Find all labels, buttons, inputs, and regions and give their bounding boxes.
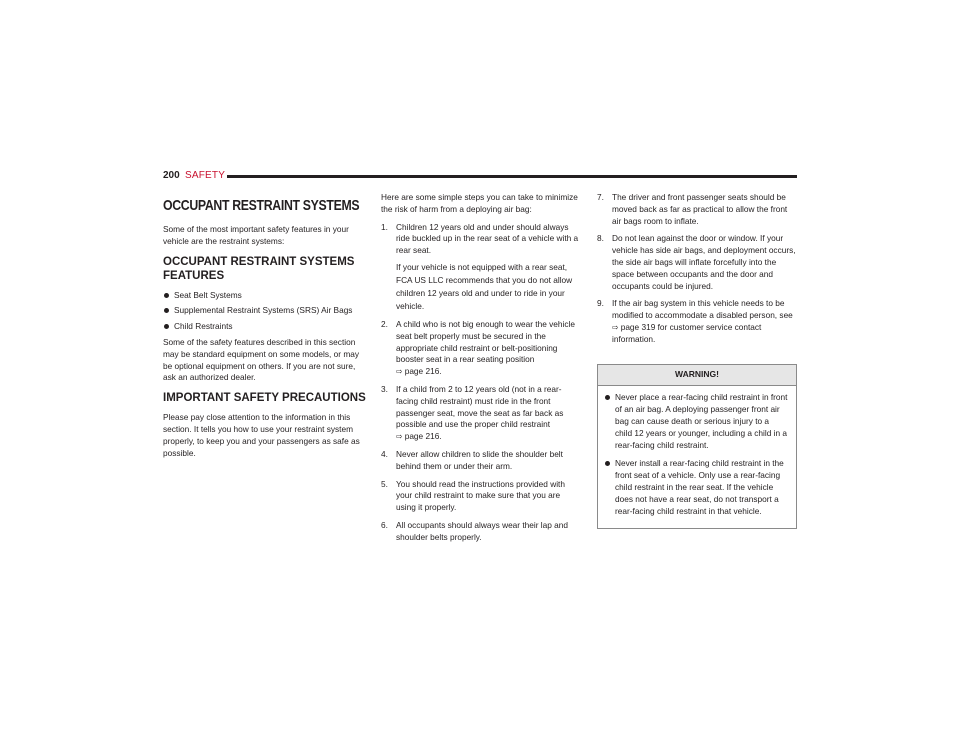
step-number: 5. — [381, 478, 388, 489]
list-item — [597, 298, 797, 345]
list-item — [381, 319, 581, 378]
step-text: If the air bag system in this vehicle needs to be modified to accommodate a disabled person, see — [612, 298, 793, 321]
features-list — [163, 290, 368, 333]
list-item — [381, 384, 581, 443]
page-reference-text: page 216. — [404, 366, 442, 377]
list-item: Supplemental Restraint Systems (SRS) Air Bags — [163, 305, 368, 317]
step-number: 2. — [381, 318, 388, 329]
step-text: You should read the instructions provided with your child restraint to make sure that you are using it properly. — [396, 478, 565, 513]
list-item — [597, 233, 797, 292]
list-item: Seat Belt Systems — [163, 290, 368, 302]
step-number: 9. — [597, 298, 604, 309]
step-number: 1. — [381, 221, 388, 232]
arrow-reference-icon: ⇨ — [396, 367, 403, 377]
list-item: Never place a rear-facing child restraint in front of an air bag. A deploying passenger front air bag can cause death or serious injury to a child 12 years or younger, including a child in a rear-facing child restraint. — [604, 392, 788, 451]
section-name: SAFETY — [185, 170, 226, 181]
list-item — [381, 449, 581, 473]
arrow-reference-icon: ⇨ — [396, 432, 403, 442]
step-note: If your vehicle is not equipped with a rear seat, FCA US LLC recommends that you do not allow children 12 years old and under to ride in your vehicle. — [396, 261, 573, 311]
header-rule — [227, 175, 797, 178]
page-number: 200 — [163, 170, 180, 181]
warning-list — [604, 392, 788, 517]
column-left — [163, 192, 368, 465]
precautions-heading: IMPORTANT SAFETY PRECAUTIONS — [163, 392, 366, 405]
list-item — [597, 192, 797, 227]
list-item — [381, 479, 581, 514]
step-text: All occupants should always wear their lap and shoulder belts properly. — [396, 519, 569, 542]
list-item: Never install a rear-facing child restraint in the front seat of a vehicle. Only use a rear-facing child restraint in the rear seat. If the vehicle does not have a rear seat, do not transport a rear-facing child restraint in that vehicle. — [604, 458, 788, 517]
page-title: OCCUPANT RESTRAINT SYSTEMS — [163, 197, 360, 214]
step-text: Children 12 years old and under should always ride buckled up in the rear seat of a vehicle with a rear seat. — [396, 221, 579, 256]
features-heading-line1: OCCUPANT RESTRAINT SYSTEMS — [163, 255, 355, 268]
list-item: Child Restraints — [163, 321, 368, 333]
steps-intro: Here are some simple steps you can take to minimize the risk of harm from a deploying air bag: — [381, 192, 578, 214]
step-text: If a child from 2 to 12 years old (not in a rear-facing child restraint) must ride in the front passenger seat, move the seat as far back as possible and use the proper child restraint — [396, 383, 564, 430]
features-heading-line2: FEATURES — [163, 269, 225, 282]
intro-paragraph: Some of the most important safety features in your vehicle are the restraint systems: — [163, 224, 349, 246]
page-reference-text: page 319 for customer service contact information. — [612, 321, 762, 344]
warning-title: WARNING! — [598, 365, 796, 387]
page-reference[interactable] — [396, 366, 442, 376]
step-text: The driver and front passenger seats should be moved back as far as practical to allow the front air bags room to inflate. — [612, 192, 788, 226]
precautions-paragraph: Please pay close attention to the information in this section. It tells you how to use your restraint system properly, to keep you and your passengers as safe as possible. — [163, 412, 360, 458]
step-text: A child who is not big enough to wear the vehicle seat belt properly must be secured in the appropriate child restraint or belt-positioning booster seat in a rear seating position — [396, 318, 575, 365]
page-reference[interactable] — [396, 431, 442, 441]
step-text: Do not lean against the door or window. If your vehicle has side air bags, and deployment occurs, the side air bags will inflate forcefully into the space between occupants and the door and occupants could be injured. — [612, 233, 796, 291]
page-header — [163, 170, 797, 190]
step-number: 8. — [597, 233, 604, 244]
warning-body — [598, 386, 796, 528]
step-number: 6. — [381, 519, 388, 530]
steps-list-continued — [597, 192, 797, 346]
list-item — [381, 520, 581, 544]
page-reference[interactable] — [612, 322, 621, 332]
features-heading — [163, 255, 368, 283]
column-middle — [381, 192, 581, 550]
warning-box — [597, 364, 797, 530]
step-number: 3. — [381, 383, 388, 394]
features-note: Some of the safety features described in this section may be standard equipment on some models, or may be optional equipment on others. If you are not sure, ask an authorized dealer. — [163, 336, 359, 383]
step-text: Never allow children to slide the shoulder belt behind them or under their arm. — [396, 448, 563, 471]
column-right — [597, 192, 797, 529]
page-reference-text: page 216. — [404, 431, 442, 442]
step-number: 7. — [597, 192, 604, 202]
arrow-reference-icon: ⇨ — [612, 322, 619, 332]
list-item — [381, 222, 581, 313]
step-number: 4. — [381, 448, 388, 459]
steps-list — [381, 222, 581, 544]
